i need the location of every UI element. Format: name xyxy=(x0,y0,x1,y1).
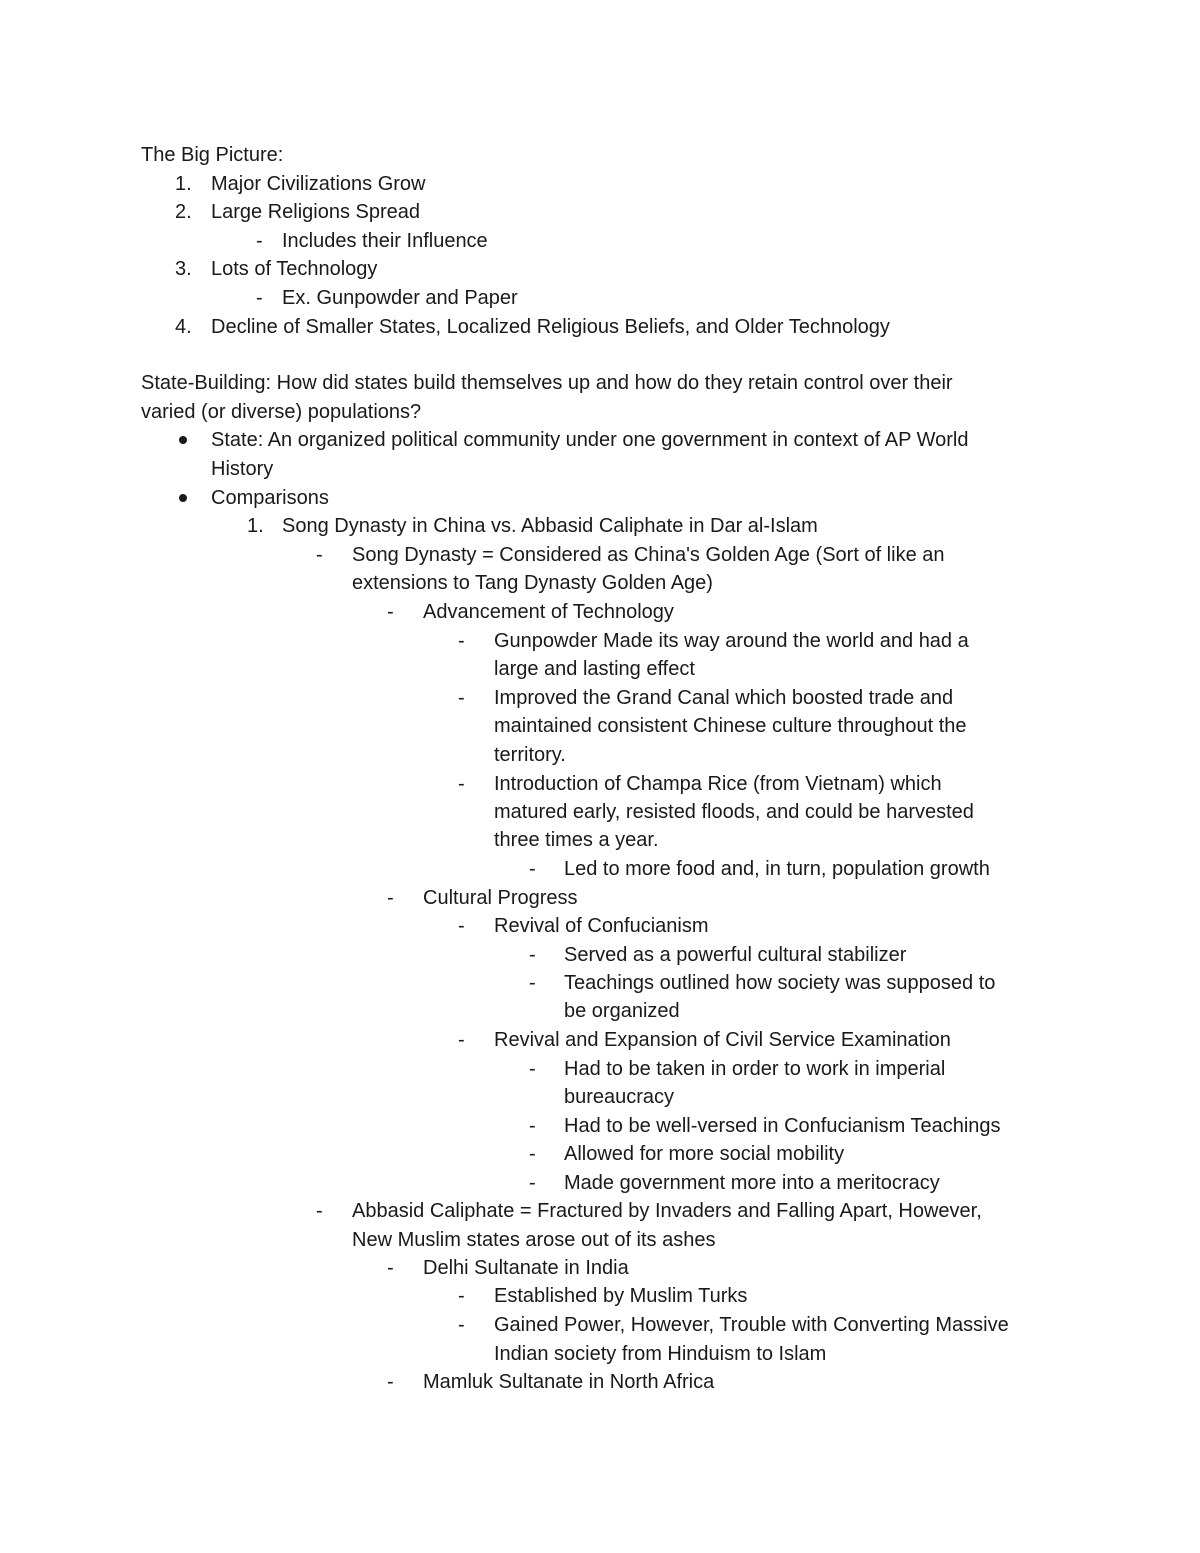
list-item: Had to be taken in order to work in imperial xyxy=(564,1058,946,1080)
dash-marker: - xyxy=(458,773,465,795)
dash-marker: - xyxy=(529,944,536,966)
list-item: maintained consistent Chinese culture throughout the xyxy=(494,715,967,737)
list-item: Allowed for more social mobility xyxy=(564,1143,845,1165)
list-item: Gained Power, However, Trouble with Converting Massive xyxy=(494,1314,1009,1336)
dash-marker: - xyxy=(529,1058,536,1080)
dash-marker: - xyxy=(458,1314,465,1336)
list-item: Large Religions Spread xyxy=(211,201,421,223)
dash-marker: - xyxy=(458,630,465,652)
list-item: Major Civilizations Grow xyxy=(211,173,426,195)
list-item: Lots of Technology xyxy=(211,258,378,280)
dash-marker: - xyxy=(387,1371,394,1393)
list-item: territory. xyxy=(494,744,566,766)
list-item: extensions to Tang Dynasty Golden Age) xyxy=(352,572,713,594)
list-item: Mamluk Sultanate in North Africa xyxy=(423,1371,715,1393)
state-building-question: varied (or diverse) populations? xyxy=(141,401,422,423)
list-item: Song Dynasty = Considered as China's Golden Age (Sort of like an xyxy=(352,544,945,566)
list-item: large and lasting effect xyxy=(494,658,695,680)
list-number: 4. xyxy=(175,316,192,338)
list-item: History xyxy=(211,458,274,480)
list-item: Indian society from Hinduism to Islam xyxy=(494,1343,827,1365)
list-number: 3. xyxy=(175,258,192,280)
dash-marker: - xyxy=(387,1257,394,1279)
list-item: Advancement of Technology xyxy=(423,601,674,623)
bullet-icon xyxy=(179,436,187,444)
dash-marker: - xyxy=(387,887,394,909)
list-item: Decline of Smaller States, Localized Religious Beliefs, and Older Technology xyxy=(211,316,890,338)
list-item: Made government more into a meritocracy xyxy=(564,1172,940,1194)
dash-marker: - xyxy=(256,230,263,252)
list-item: Delhi Sultanate in India xyxy=(423,1257,629,1279)
list-item: Cultural Progress xyxy=(423,887,578,909)
list-item: New Muslim states arose out of its ashes xyxy=(352,1229,716,1251)
list-item: Revival of Confucianism xyxy=(494,915,709,937)
list-item: Had to be well-versed in Confucianism Teachings xyxy=(564,1115,1001,1137)
list-item: Comparisons xyxy=(211,487,329,509)
list-item: Led to more food and, in turn, population growth xyxy=(564,858,990,880)
list-item: Served as a powerful cultural stabilizer xyxy=(564,944,907,966)
dash-marker: - xyxy=(458,687,465,709)
dash-marker: - xyxy=(316,544,323,566)
list-item: Includes their Influence xyxy=(282,230,488,252)
list-item: Abbasid Caliphate = Fractured by Invaders and Falling Apart, However, xyxy=(352,1200,982,1222)
list-item: Improved the Grand Canal which boosted trade and xyxy=(494,687,954,709)
dash-marker: - xyxy=(529,858,536,880)
dash-marker: - xyxy=(529,1172,536,1194)
dash-marker: - xyxy=(458,915,465,937)
list-item: be organized xyxy=(564,1000,680,1022)
list-item: Established by Muslim Turks xyxy=(494,1285,748,1307)
list-item: Teachings outlined how society was supposed to xyxy=(564,972,996,994)
dash-marker: - xyxy=(458,1285,465,1307)
list-item: bureaucracy xyxy=(564,1086,675,1108)
dash-marker: - xyxy=(458,1029,465,1051)
list-number: 1. xyxy=(175,173,192,195)
list-item: Revival and Expansion of Civil Service Examination xyxy=(494,1029,951,1051)
list-item: Ex. Gunpowder and Paper xyxy=(282,287,518,309)
state-building-question: State-Building: How did states build themselves up and how do they retain control over their xyxy=(141,372,953,394)
list-item: Gunpowder Made its way around the world and had a xyxy=(494,630,969,652)
dash-marker: - xyxy=(529,1143,536,1165)
bullet-icon xyxy=(179,494,187,502)
dash-marker: - xyxy=(387,601,394,623)
list-item: State: An organized political community under one government in context of AP World xyxy=(211,429,969,451)
list-item: three times a year. xyxy=(494,829,659,851)
list-item: Introduction of Champa Rice (from Vietnam) which xyxy=(494,773,942,795)
list-item: matured early, resisted floods, and could be harvested xyxy=(494,801,974,823)
list-number: 2. xyxy=(175,201,192,223)
list-number: 1. xyxy=(247,515,264,537)
list-item: Song Dynasty in China vs. Abbasid Caliphate in Dar al-Islam xyxy=(282,515,818,537)
dash-marker: - xyxy=(529,972,536,994)
section-heading-big-picture: The Big Picture: xyxy=(141,144,284,166)
dash-marker: - xyxy=(316,1200,323,1222)
dash-marker: - xyxy=(256,287,263,309)
dash-marker: - xyxy=(529,1115,536,1137)
